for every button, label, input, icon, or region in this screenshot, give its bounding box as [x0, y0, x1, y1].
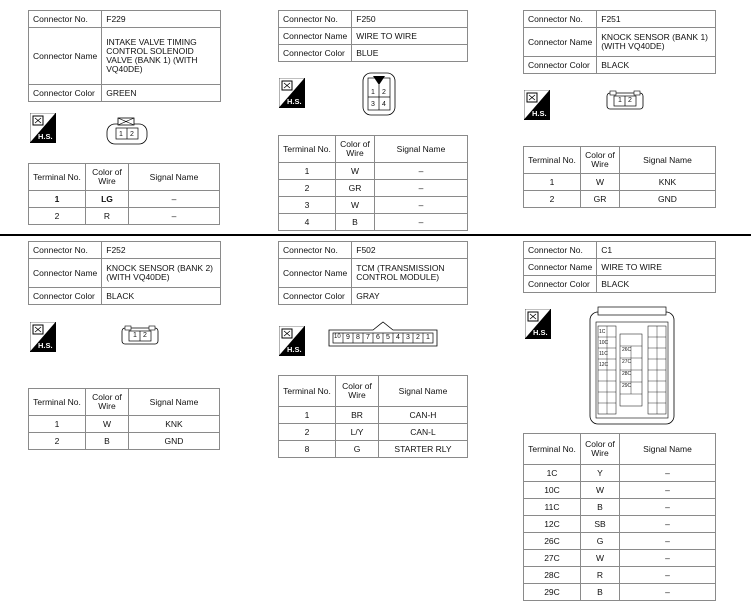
- connector-no: C1: [597, 242, 716, 259]
- connector-block-f250: [278, 10, 468, 62]
- label-connector-color: Connector Color: [29, 85, 102, 102]
- label-connector-name: Connector Name: [29, 28, 102, 85]
- header-terminal-no: Terminal No.: [279, 136, 336, 163]
- pin-label: 1: [371, 89, 375, 96]
- label-connector-color: Connector Color: [279, 288, 352, 305]
- hs-icon: [279, 78, 305, 108]
- section-divider: [0, 234, 751, 236]
- pin-label: 9: [346, 334, 350, 341]
- label-connector-no: Connector No.: [524, 11, 597, 28]
- terminal-table-f251: [523, 146, 716, 208]
- pin-label: 2: [416, 334, 420, 341]
- pin-label: 1: [618, 97, 622, 104]
- table-row: 8 G STARTER RLY: [279, 441, 468, 458]
- header-color-of-wire: Color of Wire: [581, 147, 620, 174]
- header-signal-name: Signal Name: [129, 389, 220, 416]
- table-row: 2 L/Y CAN-L: [279, 424, 468, 441]
- connector-name: WIRE TO WIRE: [352, 28, 468, 45]
- label-connector-name: Connector Name: [524, 28, 597, 57]
- pin-label: 10: [334, 334, 341, 340]
- terminal-table-f229: [28, 163, 220, 225]
- table-row: 3 W –: [279, 197, 468, 214]
- header-signal-name: Signal Name: [379, 376, 468, 407]
- pin-label: 3: [371, 101, 375, 108]
- table-row: 27C W –: [524, 550, 716, 567]
- pin-label: 2: [130, 131, 134, 138]
- connector-no: F250: [352, 11, 468, 28]
- table-row: 12C SB –: [524, 516, 716, 533]
- table-row: 28C R –: [524, 567, 716, 584]
- table-row: 29C B –: [524, 584, 716, 601]
- hs-icon: [30, 322, 56, 352]
- hs-label: H.S.: [38, 132, 53, 141]
- pin-label: 12C: [599, 362, 609, 368]
- pin-label: 26C: [622, 347, 632, 353]
- pin-label: 6: [376, 334, 380, 341]
- pin-label: 8: [356, 334, 360, 341]
- header-signal-name: Signal Name: [620, 147, 716, 174]
- label-connector-color: Connector Color: [279, 45, 352, 62]
- label-connector-name: Connector Name: [279, 259, 352, 288]
- connector-face-f251: [606, 90, 644, 112]
- label-connector-color: Connector Color: [29, 288, 102, 305]
- hs-icon: [30, 113, 56, 143]
- terminal-table-f252: [28, 388, 220, 450]
- pin-label: 1: [426, 334, 430, 341]
- label-connector-name: Connector Name: [29, 259, 102, 288]
- header-color-of-wire: Color of Wire: [581, 434, 620, 465]
- pin-label: 4: [396, 334, 400, 341]
- pin-label: 1: [133, 332, 137, 339]
- pin-label: 1: [119, 131, 123, 138]
- table-row: 1 W KNK: [29, 416, 220, 433]
- label-connector-color: Connector Color: [524, 57, 597, 74]
- label-connector-name: Connector Name: [524, 259, 597, 276]
- connector-block-f251: [523, 10, 716, 74]
- connector-name: TCM (TRANSMISSION CONTROL MODULE): [352, 259, 468, 288]
- connector-name: KNOCK SENSOR (BANK 1) (WITH VQ40DE): [597, 28, 716, 57]
- connector-face-f252: [121, 325, 159, 347]
- connector-block-c1: [523, 241, 716, 293]
- hs-label: H.S.: [532, 109, 547, 118]
- connector-face-f502: [327, 320, 439, 348]
- connector-color: BLACK: [102, 288, 221, 305]
- table-row: 1C Y –: [524, 465, 716, 482]
- header-color-of-wire: Color of Wire: [86, 164, 129, 191]
- connector-block-f252: [28, 241, 221, 305]
- connector-no: F502: [352, 242, 468, 259]
- label-connector-color: Connector Color: [524, 276, 597, 293]
- table-row: 2 R –: [29, 208, 220, 225]
- table-row: 1 W –: [279, 163, 468, 180]
- connector-block-f229: [28, 10, 221, 102]
- header-signal-name: Signal Name: [620, 434, 716, 465]
- table-row: 2 GR GND: [524, 191, 716, 208]
- hs-label: H.S.: [533, 328, 548, 337]
- hs-label: H.S.: [287, 345, 302, 354]
- table-row: 11C B –: [524, 499, 716, 516]
- connector-no: F229: [102, 11, 221, 28]
- hs-icon: [279, 326, 305, 356]
- header-color-of-wire: Color of Wire: [336, 376, 379, 407]
- pin-label: 5: [386, 334, 390, 341]
- label-connector-no: Connector No.: [279, 11, 352, 28]
- pin-label: 11C: [599, 351, 608, 357]
- table-row: 1 W KNK: [524, 174, 716, 191]
- connector-name: KNOCK SENSOR (BANK 2) (WITH VQ40DE): [102, 259, 221, 288]
- pin-label: 2: [628, 97, 632, 104]
- pin-label: 10C: [599, 340, 609, 346]
- hs-icon: [525, 309, 551, 339]
- label-connector-name: Connector Name: [279, 28, 352, 45]
- header-terminal-no: Terminal No.: [524, 147, 581, 174]
- pin-label: 29C: [622, 383, 632, 389]
- connector-face-f229: [104, 116, 150, 148]
- table-row: 4 B –: [279, 214, 468, 231]
- table-row: 26C G –: [524, 533, 716, 550]
- header-terminal-no: Terminal No.: [524, 434, 581, 465]
- connector-name: INTAKE VALVE TIMING CONTROL SOLENOID VALVE (BANK 1) (WITH VQ40DE): [102, 28, 221, 85]
- terminal-table-f250: [278, 135, 468, 231]
- pin-label: 28C: [622, 371, 632, 377]
- terminal-table-c1: [523, 433, 716, 601]
- connector-color: BLACK: [597, 57, 716, 74]
- connector-color: GREEN: [102, 85, 221, 102]
- hs-label: H.S.: [287, 97, 302, 106]
- header-color-of-wire: Color of Wire: [86, 389, 129, 416]
- header-terminal-no: Terminal No.: [279, 376, 336, 407]
- pin-label: 27C: [622, 359, 632, 365]
- connector-color: GRAY: [352, 288, 468, 305]
- table-row: 2 GR –: [279, 180, 468, 197]
- pin-label: 4: [382, 101, 386, 108]
- table-row: 10C W –: [524, 482, 716, 499]
- connector-info-table: [28, 10, 221, 102]
- connector-block-f502: [278, 241, 468, 305]
- header-terminal-no: Terminal No.: [29, 389, 86, 416]
- table-row: 1 LG –: [29, 191, 220, 208]
- connector-face-f250: [361, 71, 397, 117]
- connector-name: WIRE TO WIRE: [597, 259, 716, 276]
- label-connector-no: Connector No.: [279, 242, 352, 259]
- connector-color: BLUE: [352, 45, 468, 62]
- connector-color: BLACK: [597, 276, 716, 293]
- label-connector-no: Connector No.: [29, 242, 102, 259]
- hs-label: H.S.: [38, 341, 53, 350]
- pin-label: 7: [366, 334, 370, 341]
- connector-no: F252: [102, 242, 221, 259]
- pin-label: 1C: [599, 329, 606, 335]
- connector-outline: [104, 116, 150, 148]
- header-signal-name: Signal Name: [129, 164, 220, 191]
- header-terminal-no: Terminal No.: [29, 164, 86, 191]
- label-connector-no: Connector No.: [524, 242, 597, 259]
- connector-no: F251: [597, 11, 716, 28]
- header-color-of-wire: Color of Wire: [336, 136, 375, 163]
- table-row: 1 BR CAN-H: [279, 407, 468, 424]
- terminal-table-f502: [278, 375, 468, 458]
- header-signal-name: Signal Name: [375, 136, 468, 163]
- pin-label: 3: [406, 334, 410, 341]
- table-row: 2 B GND: [29, 433, 220, 450]
- pin-label: 2: [382, 89, 386, 96]
- hs-icon: [524, 90, 550, 120]
- label-connector-no: Connector No.: [29, 11, 102, 28]
- pin-label: 2: [143, 332, 147, 339]
